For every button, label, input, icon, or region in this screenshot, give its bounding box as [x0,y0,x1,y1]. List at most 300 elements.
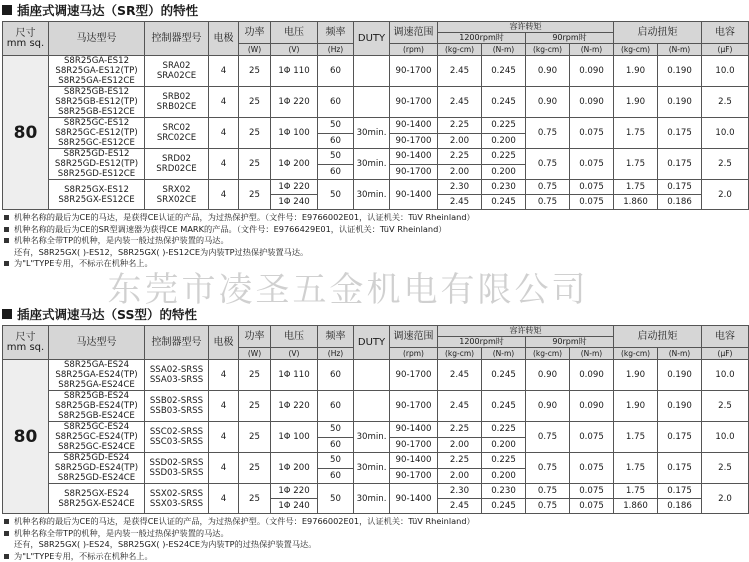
voltage-value: 1Φ 200 [271,149,318,180]
controller-models [145,360,209,391]
col-header-size: 尺寸 mm sq. [3,326,49,360]
capacitor-value: 2.5 [702,391,749,422]
power-value: 25 [239,422,271,453]
start-torque-nm: 0.186 [658,499,702,514]
controller-model: SSD02-SRSS [145,458,208,468]
voltage-value: 1Φ 220 [271,180,318,195]
col-header: (rpm) [390,44,438,56]
speed-range-value: 90-1700 [390,360,438,391]
col-header: 启动扭矩 [614,22,702,44]
torque-1200-kgcm: 2.25 [438,149,482,165]
motor-model: S8R25GC-ES24(TP) [49,432,144,442]
torque-1200-nm: 0.245 [482,195,526,210]
speed-range-value: 90-1400 [390,484,438,514]
start-torque-kgcm: 1.860 [614,499,658,514]
capacitor-value: 2.5 [702,149,749,180]
torque-1200-kgcm: 2.25 [438,118,482,134]
table-row [3,118,749,134]
speed-range-value: 90-1400 [390,422,438,438]
col-header: (N-m) [570,44,614,56]
duty-value: 30min. [354,453,390,484]
col-header: 电压 [271,326,318,348]
motor-models [49,422,145,453]
col-header: 电容 [702,22,749,44]
square-bullet-icon [4,261,9,266]
motor-model: S8R25GB-ES24(TP) [49,401,144,411]
col-header: (μF) [702,44,749,56]
voltage-value: 1Φ 220 [271,484,318,499]
square-bullet-icon [4,238,9,243]
speed-range-value: 90-1700 [390,133,438,149]
spec-table [2,21,749,210]
col-header: (Hz) [318,44,354,56]
controller-models [145,484,209,514]
controller-models [145,56,209,87]
note-line [2,212,692,224]
col-header: 功率 [239,326,271,348]
motor-model: S8R25GA-ES12CE [49,76,144,86]
table-row [3,180,749,195]
col-header: (rpm) [390,348,438,360]
power-value: 25 [239,180,271,210]
controller-model: SSA02-SRSS [145,365,208,375]
size-value: 80 [3,56,49,210]
torque-90-kgcm: 0.90 [526,87,570,118]
motor-model: S8R25GD-ES24CE [49,473,144,483]
start-torque-kgcm: 1.90 [614,360,658,391]
capacitor-value: 2.0 [702,484,749,514]
torque-90-kgcm: 0.75 [526,422,570,453]
company-watermark: 东莞市凌圣五金机电有限公司 [0,262,696,311]
col-header: 频率 [318,326,354,348]
duty-value: 30min. [354,118,390,149]
col-header: 调速范围 [390,326,438,348]
col-header: 功率 [239,22,271,44]
controller-model: SRD02CE [145,164,208,174]
torque-1200-nm: 0.200 [482,468,526,484]
motor-models [49,453,145,484]
controller-models [145,149,209,180]
torque-90-kgcm: 0.90 [526,56,570,87]
start-torque-kgcm: 1.75 [614,118,658,149]
torque-90-nm: 0.075 [570,149,614,180]
controller-model: SRC02CE [145,133,208,143]
controller-models [145,422,209,453]
col-header: 控制器型号 [145,22,209,56]
start-torque-kgcm: 1.860 [614,195,658,210]
torque-1200-kgcm: 2.00 [438,468,482,484]
start-torque-kgcm: 1.75 [614,149,658,180]
speed-range-value: 90-1400 [390,149,438,165]
voltage-value: 1Φ 110 [271,360,318,391]
power-value: 25 [239,56,271,87]
col-header: (kg-cm) [438,348,482,360]
power-value: 25 [239,87,271,118]
freq-value: 50 [318,422,354,438]
motor-model: S8R25GX-ES24CE [49,499,144,509]
motor-model: S8R25GC-ES12 [49,118,144,128]
torque-90-nm: 0.075 [570,118,614,149]
square-bullet-icon [4,227,9,232]
speed-range-value: 90-1400 [390,453,438,469]
col-header: DUTY [354,326,390,360]
freq-value: 50 [318,180,354,210]
freq-value: 60 [318,391,354,422]
controller-model: SRB02 [145,92,208,102]
col-header: (N-m) [570,348,614,360]
capacitor-value: 2.0 [702,180,749,210]
col-header: (kg-cm) [526,44,570,56]
table-row [3,484,749,499]
col-header: 1200rpm时 [438,33,526,44]
poles-value: 4 [209,118,239,149]
freq-value: 60 [318,437,354,453]
note-text: 机种名称全带TP的机种，是内装一般过热保护装置的马达。 [14,235,229,247]
col-header: 电极 [209,22,239,56]
speed-range-value: 90-1400 [390,180,438,210]
table-row [3,453,749,469]
motor-model: S8R25GD-ES12CE [49,169,144,179]
voltage-value: 1Φ 240 [271,195,318,210]
poles-value: 4 [209,484,239,514]
torque-1200-nm: 0.225 [482,453,526,469]
start-torque-kgcm: 1.90 [614,56,658,87]
duty-value: 30min. [354,180,390,210]
torque-1200-kgcm: 2.00 [438,437,482,453]
torque-90-kgcm: 0.90 [526,360,570,391]
motor-model: S8R25GC-ES12(TP) [49,128,144,138]
freq-value: 60 [318,133,354,149]
start-torque-kgcm: 1.75 [614,422,658,453]
motor-model: S8R25GC-ES24CE [49,442,144,452]
voltage-value: 1Φ 200 [271,453,318,484]
freq-value: 60 [318,87,354,118]
power-value: 25 [239,391,271,422]
note-line [2,247,692,259]
torque-90-nm: 0.090 [570,360,614,391]
table-row [3,391,749,407]
col-header: 马达型号 [49,22,145,56]
notes [2,516,692,562]
col-header: (kg-cm) [438,44,482,56]
spec-table [2,325,749,514]
torque-1200-kgcm: 2.45 [438,499,482,514]
duty-value: 30min. [354,484,390,514]
square-bullet-icon [2,309,12,319]
poles-value: 4 [209,87,239,118]
speed-range-value: 90-1700 [390,468,438,484]
motor-model: S8R25GB-ES12CE [49,107,144,117]
start-torque-kgcm: 1.75 [614,180,658,195]
torque-1200-kgcm: 2.30 [438,484,482,499]
motor-model: S8R25GC-ES12CE [49,138,144,148]
torque-1200-nm: 0.245 [482,391,526,422]
torque-90-kgcm: 0.75 [526,484,570,499]
col-header: (kg-cm) [614,348,658,360]
col-header: 容许转矩 [438,326,614,337]
motor-models [49,391,145,422]
table-row [3,56,749,72]
section-ss [2,306,692,562]
freq-value: 60 [318,360,354,391]
torque-1200-kgcm: 2.25 [438,453,482,469]
col-header: 电压 [271,22,318,44]
start-torque-nm: 0.175 [658,453,702,484]
square-bullet-icon [4,519,9,524]
controller-model: SSB02-SRSS [145,396,208,406]
power-value: 25 [239,149,271,180]
start-torque-nm: 0.190 [658,391,702,422]
motor-model: S8R25GA-ES12(TP) [49,66,144,76]
poles-value: 4 [209,391,239,422]
note-line [2,516,692,528]
motor-model: S8R25GA-ES24CE [49,380,144,390]
start-torque-nm: 0.186 [658,195,702,210]
col-header: 1200rpm时 [438,337,526,348]
col-header-size: 尺寸 mm sq. [3,22,49,56]
controller-model: SSX03-SRSS [145,499,208,509]
torque-1200-nm: 0.245 [482,499,526,514]
col-header: 容许转矩 [438,22,614,33]
controller-model: SSC03-SRSS [145,437,208,447]
motor-model: S8R25GB-ES24 [49,391,144,401]
torque-1200-nm: 0.230 [482,180,526,195]
poles-value: 4 [209,360,239,391]
note-text: 为"L"TYPE专用，不标示在机种名上。 [14,258,153,270]
note-line [2,551,692,562]
controller-model: SSC02-SRSS [145,427,208,437]
note-text: 机种名称全带TP的机种，是内装一般过热保护装置的马达。 [14,528,229,540]
torque-90-kgcm: 0.75 [526,453,570,484]
col-header: 90rpm时 [526,33,614,44]
freq-value: 60 [318,164,354,180]
controller-model: SRA02 [145,61,208,71]
duty-value [354,56,390,87]
col-header: (N-m) [658,348,702,360]
torque-90-kgcm: 0.75 [526,195,570,210]
note-line [2,539,692,551]
torque-1200-nm: 0.225 [482,149,526,165]
speed-range-value: 90-1700 [390,391,438,422]
note-text: 还有，S8R25GX( )-ES24，S8R25GX( )-ES24CE为内装TP的过热保护装置马达。 [14,539,316,551]
square-bullet-icon [4,554,9,559]
torque-90-nm: 0.075 [570,422,614,453]
torque-90-kgcm: 0.90 [526,391,570,422]
motor-model: S8R25GD-ES12(TP) [49,159,144,169]
freq-value: 50 [318,453,354,469]
controller-models [145,87,209,118]
controller-model: SRB02CE [145,102,208,112]
col-header: 频率 [318,22,354,44]
section-title: 插座式调速马达（SS型）的特性 [2,306,692,322]
col-header: (kg-cm) [614,44,658,56]
motor-models [49,56,145,87]
motor-models [49,149,145,180]
torque-1200-kgcm: 2.45 [438,87,482,118]
torque-90-nm: 0.075 [570,195,614,210]
torque-1200-kgcm: 2.45 [438,56,482,87]
power-value: 25 [239,360,271,391]
controller-model: SRA02CE [145,71,208,81]
motor-models [49,118,145,149]
torque-1200-kgcm: 2.30 [438,180,482,195]
controller-model: SRX02 [145,185,208,195]
power-value: 25 [239,118,271,149]
table-row [3,422,749,438]
square-bullet-icon [4,531,9,536]
note-text: 还有，S8R25GX( )-ES12，S8R25GX( )-ES12CE为内装TP过热保护装置马达。 [14,247,308,259]
torque-90-kgcm: 0.75 [526,499,570,514]
voltage-value: 1Φ 100 [271,118,318,149]
freq-value: 60 [318,56,354,87]
motor-model: S8R25GX-ES12 [49,185,144,195]
voltage-value: 1Φ 220 [271,391,318,422]
note-line [2,258,692,270]
motor-models [49,360,145,391]
motor-model: S8R25GA-ES12 [49,56,144,66]
controller-model: SSX02-SRSS [145,489,208,499]
capacitor-value: 10.0 [702,360,749,391]
duty-value: 30min. [354,422,390,453]
torque-1200-nm: 0.225 [482,422,526,438]
notes [2,212,692,270]
start-torque-nm: 0.175 [658,484,702,499]
controller-model: SRX02CE [145,195,208,205]
controller-model: SRD02 [145,154,208,164]
start-torque-nm: 0.175 [658,118,702,149]
torque-1200-kgcm: 2.45 [438,360,482,391]
freq-value: 60 [318,468,354,484]
controller-model: SSD03-SRSS [145,468,208,478]
freq-value: 50 [318,484,354,514]
voltage-value: 1Φ 110 [271,56,318,87]
col-header: (N-m) [482,44,526,56]
motor-model: S8R25GC-ES24 [49,422,144,432]
speed-range-value: 90-1700 [390,56,438,87]
poles-value: 4 [209,453,239,484]
motor-models [49,484,145,514]
col-header: 调速范围 [390,22,438,44]
controller-model: SSA03-SRSS [145,375,208,385]
section-title: 插座式调速马达（SR型）的特性 [2,2,692,18]
note-text: 为"L"TYPE专用，不标示在机种名上。 [14,551,153,562]
torque-1200-kgcm: 2.25 [438,422,482,438]
motor-model: S8R25GD-ES24(TP) [49,463,144,473]
start-torque-nm: 0.175 [658,180,702,195]
col-header: (V) [271,348,318,360]
power-value: 25 [239,484,271,514]
torque-90-nm: 0.075 [570,453,614,484]
note-line [2,224,692,236]
col-header: (W) [239,44,271,56]
table-row [3,360,749,376]
torque-90-kgcm: 0.75 [526,180,570,195]
torque-90-kgcm: 0.75 [526,118,570,149]
controller-models [145,453,209,484]
controller-models [145,391,209,422]
motor-model: S8R25GD-ES12 [49,149,144,159]
voltage-value: 1Φ 240 [271,499,318,514]
col-header: (μF) [702,348,749,360]
motor-model: S8R25GX-ES24 [49,489,144,499]
speed-range-value: 90-1400 [390,118,438,134]
duty-value [354,391,390,422]
col-header: 电极 [209,326,239,360]
torque-1200-nm: 0.245 [482,56,526,87]
section-sr [2,2,692,270]
start-torque-nm: 0.175 [658,149,702,180]
motor-model: S8R25GD-ES24 [49,453,144,463]
motor-model: S8R25GA-ES24(TP) [49,370,144,380]
speed-range-value: 90-1700 [390,164,438,180]
motor-model: S8R25GB-ES12(TP) [49,97,144,107]
controller-model: SSB03-SRSS [145,406,208,416]
voltage-value: 1Φ 220 [271,87,318,118]
start-torque-nm: 0.190 [658,87,702,118]
start-torque-nm: 0.190 [658,56,702,87]
col-header: (W) [239,348,271,360]
poles-value: 4 [209,180,239,210]
motor-models [49,180,145,210]
col-header: (kg-cm) [526,348,570,360]
col-header: (V) [271,44,318,56]
size-value: 80 [3,360,49,514]
torque-1200-kgcm: 2.45 [438,195,482,210]
torque-90-nm: 0.075 [570,180,614,195]
motor-model: S8R25GX-ES12CE [49,195,144,205]
torque-1200-nm: 0.230 [482,484,526,499]
torque-1200-nm: 0.200 [482,133,526,149]
col-header: 电容 [702,326,749,348]
freq-value: 50 [318,149,354,165]
torque-1200-kgcm: 2.00 [438,164,482,180]
duty-value [354,87,390,118]
poles-value: 4 [209,149,239,180]
col-header: DUTY [354,22,390,56]
note-text: 机种名称的最后为CE的马达，是获得CE认证的产品，为过热保护型。（文件号：E9766002E01，认证机关：TüV Rheinland） [14,212,475,224]
start-torque-kgcm: 1.90 [614,391,658,422]
square-bullet-icon [4,215,9,220]
duty-value [354,360,390,391]
capacitor-value: 2.5 [702,453,749,484]
square-bullet-icon [2,5,12,15]
note-line [2,528,692,540]
col-header: (N-m) [658,44,702,56]
torque-90-nm: 0.090 [570,56,614,87]
capacitor-value: 10.0 [702,118,749,149]
motor-model: S8R25GB-ES12 [49,87,144,97]
freq-value: 50 [318,118,354,134]
controller-models [145,118,209,149]
note-text: 机种名称的最后为CE的马达，是获得CE认证的产品，为过热保护型。（文件号：E9766002E01，认证机关：TüV Rheinland） [14,516,475,528]
poles-value: 4 [209,56,239,87]
col-header: 启动扭矩 [614,326,702,348]
col-header: 控制器型号 [145,326,209,360]
torque-1200-nm: 0.225 [482,118,526,134]
controller-models [145,180,209,210]
motor-models [49,87,145,118]
torque-1200-nm: 0.245 [482,360,526,391]
start-torque-kgcm: 1.75 [614,453,658,484]
col-header: 90rpm时 [526,337,614,348]
controller-model: SRC02 [145,123,208,133]
note-text: 机种名称的最后为CE的SR型调速器为获得CE MARK的产品。（文件号：E9766429E01，认证机关：TüV Rheinland） [14,224,446,236]
torque-90-nm: 0.075 [570,499,614,514]
poles-value: 4 [209,422,239,453]
speed-range-value: 90-1700 [390,437,438,453]
torque-1200-nm: 0.200 [482,164,526,180]
table-row [3,87,749,103]
